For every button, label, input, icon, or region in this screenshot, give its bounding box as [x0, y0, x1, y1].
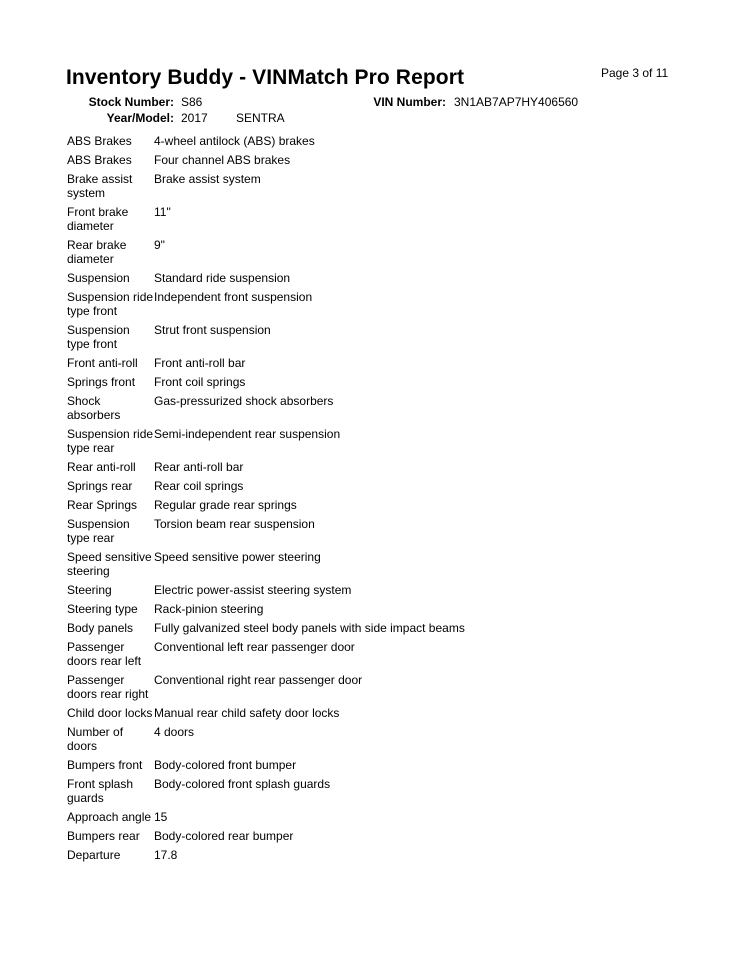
- spec-row: [67, 427, 687, 460]
- spec-value: Four channel ABS brakes: [154, 153, 291, 167]
- year-model-label: Year/Model:: [106, 111, 174, 125]
- spec-value: 11": [154, 205, 171, 219]
- spec-value: Semi-independent rear suspension: [154, 427, 341, 441]
- spec-label: Suspension: [67, 271, 130, 285]
- spec-label: Suspension ride type front: [67, 290, 154, 318]
- spec-row: [67, 394, 687, 427]
- spec-value: 4 doors: [154, 725, 195, 739]
- year-value: 2017: [181, 111, 208, 125]
- spec-label: Suspension type front: [67, 323, 130, 351]
- spec-row: [67, 356, 687, 375]
- spec-label: Suspension ride type rear: [67, 427, 154, 455]
- spec-label: Passenger doors rear left: [67, 640, 142, 668]
- spec-row: [67, 550, 687, 583]
- spec-label: Front brake diameter: [67, 205, 129, 233]
- spec-value: Front coil springs: [154, 375, 246, 389]
- spec-value: Standard ride suspension: [154, 271, 291, 285]
- spec-value: Body-colored rear bumper: [154, 829, 294, 843]
- spec-label: Brake assist system: [67, 172, 133, 200]
- spec-row: [67, 238, 687, 271]
- spec-label: ABS Brakes: [67, 153, 132, 167]
- spec-label: Rear anti-roll: [67, 460, 136, 474]
- spec-label: Speed sensitive steering: [67, 550, 152, 578]
- spec-row: [67, 134, 687, 153]
- spec-label: Suspension type rear: [67, 517, 130, 545]
- spec-row: [67, 172, 687, 205]
- vin-value: 3N1AB7AP7HY406560: [454, 95, 579, 109]
- spec-row: [67, 479, 687, 498]
- spec-row: [67, 460, 687, 479]
- spec-label: Springs front: [67, 375, 136, 389]
- spec-row: [67, 673, 687, 706]
- spec-value: Rear coil springs: [154, 479, 244, 493]
- spec-value: Rear anti-roll bar: [154, 460, 244, 474]
- spec-label: Steering type: [67, 602, 138, 616]
- vin-label: VIN Number:: [373, 95, 446, 109]
- spec-value: 4-wheel antilock (ABS) brakes: [154, 134, 315, 148]
- spec-label: Passenger doors rear right: [67, 673, 149, 701]
- report-title: Inventory Buddy - VINMatch Pro Report: [66, 66, 465, 89]
- spec-label: Bumpers rear: [67, 829, 140, 843]
- spec-value: Brake assist system: [154, 172, 261, 186]
- spec-label: ABS Brakes: [67, 134, 132, 148]
- model-value: SENTRA: [236, 111, 285, 125]
- spec-label: Steering: [67, 583, 112, 597]
- spec-value: Fully galvanized steel body panels with side impact beams: [154, 621, 465, 635]
- spec-value: Manual rear child safety door locks: [154, 706, 340, 720]
- spec-label: Front splash guards: [67, 777, 134, 805]
- spec-row: [67, 621, 687, 640]
- spec-row: [67, 829, 687, 848]
- spec-row: [67, 205, 687, 238]
- stock-number-label: Stock Number:: [88, 95, 174, 109]
- spec-row: [67, 640, 687, 673]
- spec-label: Springs rear: [67, 479, 133, 493]
- spec-row: [67, 323, 687, 356]
- spec-list: [67, 134, 687, 867]
- spec-value: 15: [154, 810, 168, 824]
- spec-label: Child door locks: [67, 706, 153, 720]
- spec-row: [67, 758, 687, 777]
- spec-value: Rack-pinion steering: [154, 602, 264, 616]
- spec-row: [67, 602, 687, 621]
- spec-value: Speed sensitive power steering: [154, 550, 321, 564]
- spec-value: Conventional left rear passenger door: [154, 640, 355, 654]
- spec-value: Front anti-roll bar: [154, 356, 246, 370]
- spec-value: Gas-pressurized shock absorbers: [154, 394, 334, 408]
- spec-row: [67, 848, 687, 867]
- spec-label: Rear Springs: [67, 498, 138, 512]
- spec-label: Departure: [67, 848, 121, 862]
- spec-value: Torsion beam rear suspension: [154, 517, 315, 531]
- spec-row: [67, 290, 687, 323]
- spec-value: Strut front suspension: [154, 323, 271, 337]
- spec-value: Conventional right rear passenger door: [154, 673, 363, 687]
- spec-value: Electric power-assist steering system: [154, 583, 352, 597]
- spec-label: Approach angle: [67, 810, 152, 824]
- spec-value: Independent front suspension: [154, 290, 313, 304]
- spec-label: Body panels: [67, 621, 134, 635]
- spec-value: 9": [154, 238, 165, 252]
- spec-value: Regular grade rear springs: [154, 498, 297, 512]
- spec-row: [67, 375, 687, 394]
- spec-label: Bumpers front: [67, 758, 143, 772]
- spec-row: [67, 706, 687, 725]
- spec-label: Shock absorbers: [67, 394, 121, 422]
- spec-row: [67, 583, 687, 602]
- spec-label: Rear brake diameter: [67, 238, 127, 266]
- spec-value: Body-colored front splash guards: [154, 777, 331, 791]
- spec-row: [67, 777, 687, 810]
- spec-row: [67, 271, 687, 290]
- spec-row: [67, 498, 687, 517]
- spec-value: Body-colored front bumper: [154, 758, 297, 772]
- spec-label: Front anti-roll: [67, 356, 138, 370]
- spec-label: Number of doors: [67, 725, 124, 753]
- spec-row: [67, 725, 687, 758]
- stock-number-value: S86: [181, 95, 203, 109]
- spec-row: [67, 810, 687, 829]
- spec-row: [67, 517, 687, 550]
- spec-value: 17.8: [154, 848, 178, 862]
- spec-row: [67, 153, 687, 172]
- page-indicator: Page 3 of 11: [601, 66, 669, 80]
